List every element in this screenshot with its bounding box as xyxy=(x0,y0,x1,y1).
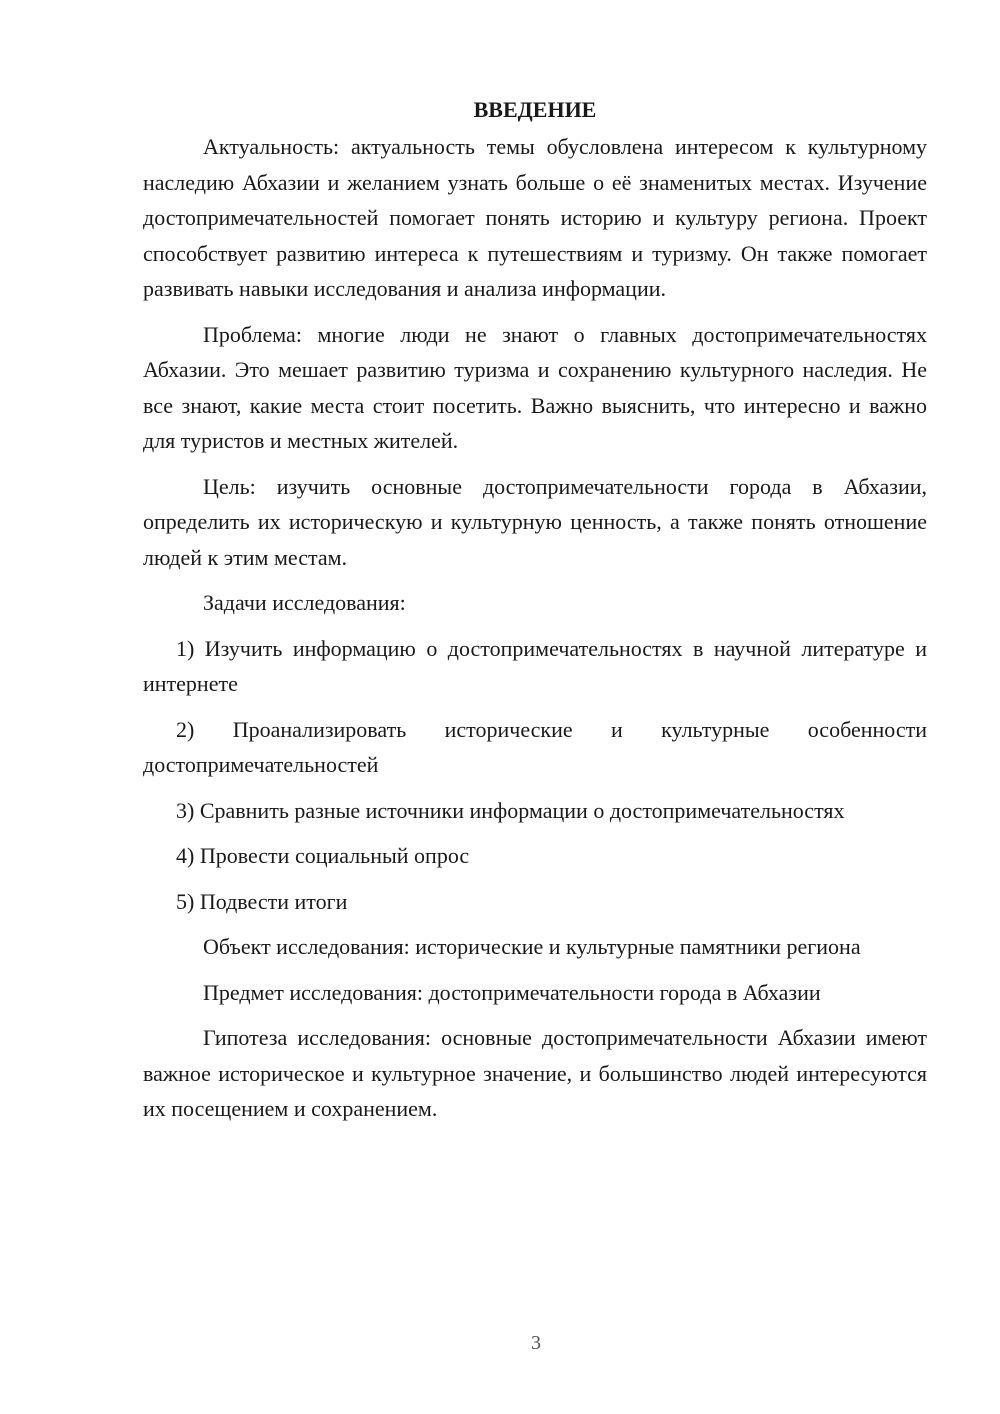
subject-paragraph: Предмет исследования: достопримечательности города в Абхазии xyxy=(203,979,821,1005)
task-item: 1) Изучить информацию о достопримечательностях в научной литературе и интернете xyxy=(143,635,927,696)
section-title: ВВЕДЕНИЕ xyxy=(473,97,597,122)
task-item: 2) Проанализировать исторические и культурные особенности достопримечательностей xyxy=(143,716,927,777)
page-number: 3 xyxy=(531,1332,541,1354)
object-paragraph: Объект исследования: исторические и культурные памятники региона xyxy=(203,934,861,959)
task-item: 4) Провести социальный опрос xyxy=(176,843,470,868)
task-item: 5) Подвести итоги xyxy=(176,888,348,914)
problem-paragraph: Проблема: многие люди не знают о главных достопримечательностях Абхазии. Это мешает развитию туризма и сохранению культурного наследия. Не все знают, какие места стоит посетить. Важно выяснить, что интересно и важно для туристов и местных жителей. xyxy=(143,321,927,453)
tasks-heading: Задачи исследования: xyxy=(203,590,406,615)
page-content xyxy=(143,92,927,1137)
goal-paragraph: Цель: изучить основные достопримечательности города в Абхазии, определить их историческую и культурную ценность, а также понять отношение людей к этим местам. xyxy=(143,473,927,570)
hypothesis-paragraph: Гипотеза исследования: основные достопримечательности Абхазии имеют важное историческое и культурное значение, и большинство людей интересуются их посещением и сохранением. xyxy=(143,1025,927,1121)
task-item: 3) Сравнить разные источники информации о достопримечательностях xyxy=(176,797,845,823)
relevance-paragraph: Актуальность: актуальность темы обусловлена интересом к культурному наследию Абхазии и желанием узнать больше о её знаменитых местах. Изучение достопримечательностей помогает понять историю и культуру региона. Проект способствует развитию интереса к путешествиям и туризму. Он также помогает развивать навыки исследования и анализа информации. xyxy=(143,134,927,301)
